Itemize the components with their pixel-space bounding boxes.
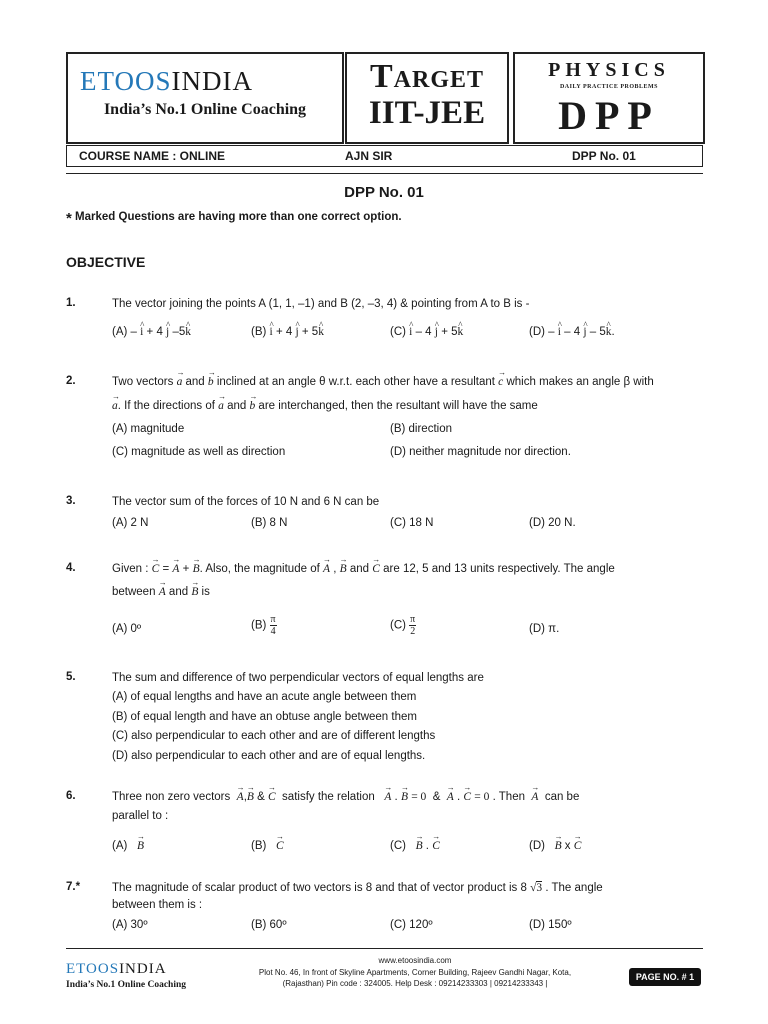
brand-box [66,52,344,144]
dpp-number: DPP No. 01 [572,149,636,163]
question-text: → a. If the directions of → a and → b are interchanged, then the resultant will have the same [112,399,538,413]
teacher-name: AJN SIR [345,149,393,163]
option-c: (C) magnitude as well as direction [112,446,286,458]
option-a: (A) magnitude [112,423,185,435]
option-d: (D) also perpendicular to each other and are of equal lengths. [112,750,426,762]
option-b: (B) → C [251,839,284,853]
option-a: (A) 2 N [112,517,149,529]
question-text: between → A and → B is [112,585,210,599]
option-b: (B) of equal length and have an obtuse angle between them [112,711,417,723]
question-text: Given : → C = → A + → B. Also, the magnitude of → A , → B and → C are 12, 5 and 13 units respectively. The angle [112,562,615,576]
option-c: (C) $\frac{\pi}{2}$ [390,614,416,637]
option-b: (B) direction [390,423,452,435]
footer-divider [66,948,703,949]
footer-website[interactable]: www.etoosindia.com [378,956,452,965]
footer-brand-logo: ETOOSINDIA [66,961,167,977]
question-number: 4. [66,562,76,574]
option-a: (A) → B [112,839,144,853]
course-name: COURSE NAME : ONLINE [79,149,226,163]
option-a: (A) of equal lengths and have an acute angle between them [112,691,417,703]
brand-logo: ETOOSINDIA [80,66,253,96]
question-number: 5. [66,671,76,683]
question-number: 2. [66,375,76,387]
option-d: (D) 150º [529,919,572,931]
footer-tagline: India’s No.1 Online Coaching [66,980,187,990]
target-label: TARGET [369,58,485,95]
subject-subtitle: DAILY PRACTICE PROBLEMS [559,84,659,90]
target-box [345,52,509,144]
option-b: (B) 60º [251,919,287,931]
question-number: 3. [66,495,76,507]
option-b: (B) $\frac{\pi}{4}$ [251,614,276,637]
note-line: * Marked Questions are having more than one correct option. [66,210,402,227]
target-exam: IIT-JEE [368,95,486,131]
question-text: Three non zero vectors → A,→ B & → C satisfy the relation → A . → B = 0 & → A . → C = 0 . Then → A can be [112,790,579,804]
question-text: Two vectors → a and → b inclined at an angle θ w.r.t. each other have a resultant → c which makes an angle β with [112,375,654,389]
option-d: (D) neither magnitude nor direction. [390,446,571,458]
option-d: (D) π. [529,623,560,635]
footer-address-line1: Plot No. 46, In front of Skyline Apartments, Corner Building, Rajeev Gandhi Nagar, Kota, [258,968,572,977]
option-a: (A) 30º [112,919,148,931]
question-text: The sum and difference of two perpendicular vectors of equal lengths are [112,672,484,684]
option-c: (C) → B . → C [390,839,440,853]
question-number: 7.* [66,881,81,893]
option-b: (B) ^ i + 4 ^ j + 5^ k [251,325,324,339]
question-text: The magnitude of scalar product of two vectors is 8 and that of vector product is 8 √3 . The angle [112,882,603,894]
doc-title: DPP No. 01 [344,184,424,201]
footer-address-line2: (Rajasthan) Pin code : 324005. Help Desk : 09214233303 | 09214233343 | [282,979,548,988]
question-text: The vector joining the points A (1, 1, –1) and B (2, –3, 4) & pointing from A to B is - [112,298,530,310]
course-info-row [66,145,703,167]
dpp-heading: DPP [558,93,660,138]
option-a: (A) – ^ i + 4 ^ j –5^ k [112,325,191,339]
option-d: (D) 20 N. [529,517,576,529]
option-c: (C) ^ i – 4 ^ j + 5^ k [390,325,463,339]
option-b: (B) 8 N [251,517,288,529]
option-c: (C) also perpendicular to each other and are of different lengths [112,730,436,742]
question-text: The vector sum of the forces of 10 N and 6 N can be [112,496,380,508]
page-number-badge: PAGE NO. # 1 [629,968,701,986]
option-d: (D) → B x → C [529,839,581,853]
option-a: (A) 0º [112,623,142,635]
brand-tagline: India’s No.1 Online Coaching [103,101,307,118]
question-text: parallel to : [112,810,169,822]
header-divider [66,173,703,174]
section-heading: OBJECTIVE [66,254,146,270]
subject-title: PHYSICS [548,59,670,81]
subject-box [513,52,705,144]
question-number: 6. [66,790,76,802]
option-d: (D) – ^ i – 4 ^ j – 5^ k. [529,325,615,339]
option-c: (C) 18 N [390,517,434,529]
option-c: (C) 120º [390,919,433,931]
question-text: between them is : [112,899,203,911]
question-number: 1. [66,297,76,309]
